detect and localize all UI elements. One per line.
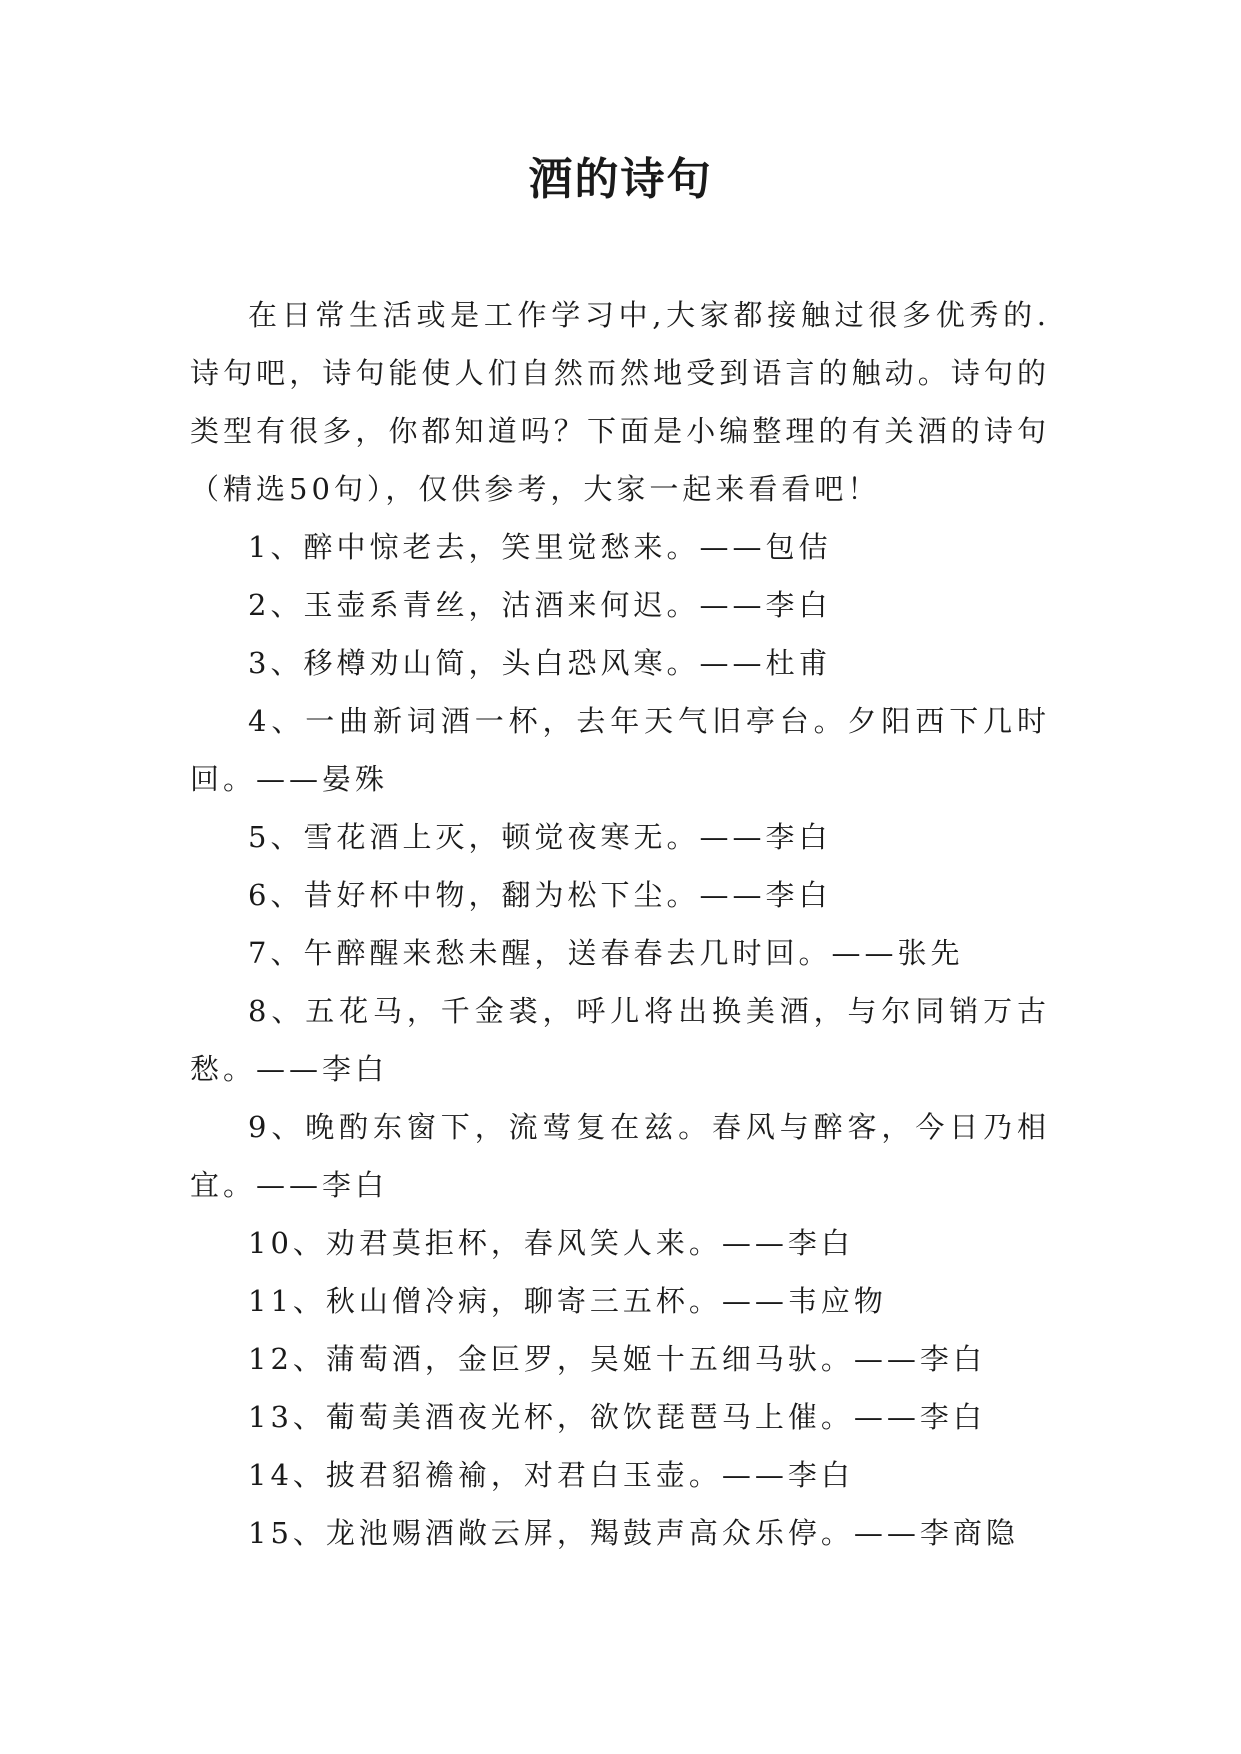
poem-line-6: 6、昔好杯中物，翻为松下尘。——李白	[248, 878, 832, 912]
poem-line-15: 15、龙池赐酒敞云屏，羯鼓声高众乐停。——李商隐	[248, 1516, 1019, 1550]
poem-line-2: 2、玉壶系青丝，沽酒来何迟。——李白	[248, 588, 832, 622]
document-title: 酒的诗句	[528, 154, 713, 205]
document-body	[190, 286, 1050, 1562]
poem-line-4: 4、一曲新词酒一杯，去年天气旧亭台。夕阳西下几时回。——晏殊	[190, 704, 1050, 796]
poem-line-12: 12、蒲萄酒，金叵罗，吴姬十五细马驮。——李白	[248, 1342, 986, 1376]
intro-paragraph: 在日常生活或是工作学习中,大家都接触过很多优秀的.诗句吧，诗句能使人们自然而然地受到语言的触动。诗句的类型有很多，你都知道吗？下面是小编整理的有关酒的诗句（精选50句），仅供参考，大家一起来看看吧！	[190, 298, 1050, 506]
poem-line-1: 1、醉中惊老去，笑里觉愁来。——包佶	[248, 530, 832, 564]
poem-line-9: 9、晚酌东窗下，流莺复在兹。春风与醉客，今日乃相宜。——李白	[190, 1110, 1050, 1202]
poem-line-3: 3、移樽劝山简，头白恐风寒。——杜甫	[248, 646, 832, 680]
poem-line-7: 7、午醉醒来愁未醒，送春春去几时回。——张先	[248, 936, 964, 970]
poem-line-8: 8、五花马，千金裘，呼儿将出换美酒，与尔同销万古愁。——李白	[190, 994, 1050, 1086]
poem-line-11: 11、秋山僧冷病，聊寄三五杯。——韦应物	[248, 1284, 887, 1318]
poem-line-10: 10、劝君莫拒杯，春风笑人来。——李白	[248, 1226, 854, 1260]
poem-line-5: 5、雪花酒上灭，顿觉夜寒无。——李白	[248, 820, 832, 854]
poem-line-14: 14、披君貂襜褕，对君白玉壶。——李白	[248, 1458, 854, 1492]
poem-line-13: 13、葡萄美酒夜光杯，欲饮琵琶马上催。——李白	[248, 1400, 986, 1434]
